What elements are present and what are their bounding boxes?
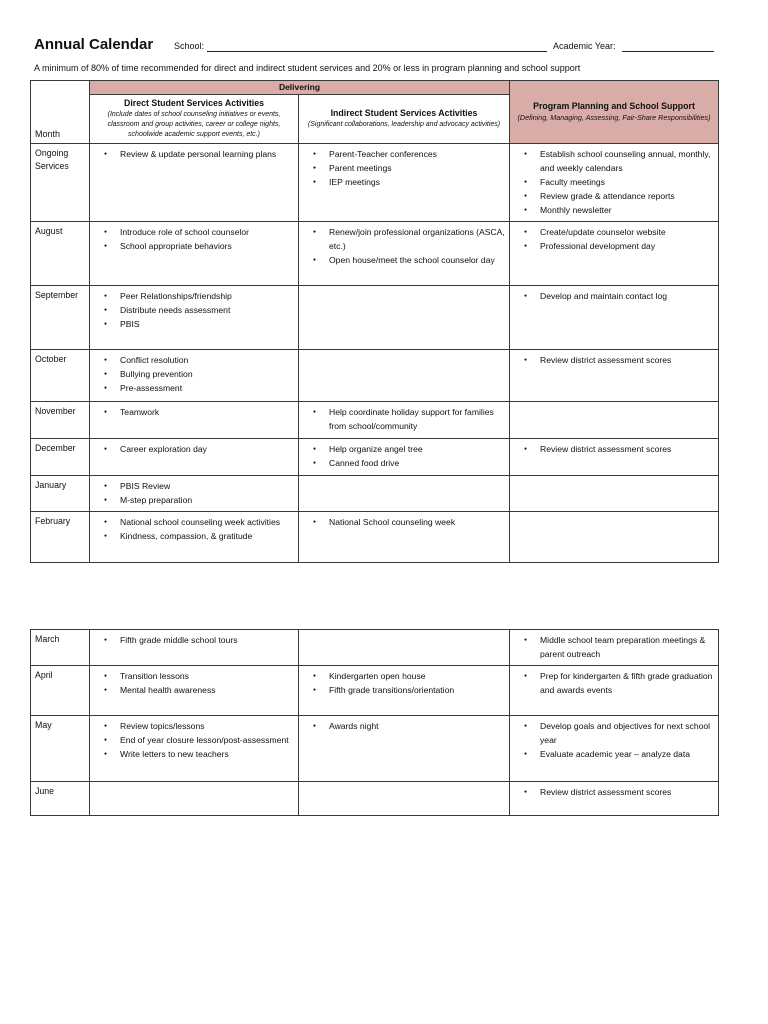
program-activities-cell: [510, 716, 719, 782]
indirect-activities-cell: [299, 512, 510, 563]
direct-activities-cell: [90, 630, 299, 666]
activity-item: ● Create/update counselor website: [514, 225, 714, 239]
activity-item: ● Teamwork: [94, 405, 294, 419]
activity-item: ● Parent meetings: [303, 161, 505, 175]
header: [34, 36, 734, 58]
month-cell: February: [31, 512, 90, 563]
month-cell: September: [31, 286, 90, 350]
activity-item: ● Renew/join professional organizations (ASCA, etc.): [303, 225, 505, 253]
activity-item: ● Peer Relationships/friendship: [94, 289, 294, 303]
direct-activities-cell: [90, 439, 299, 476]
indirect-activities-cell: [299, 782, 510, 816]
activity-item: ● National School counseling week: [303, 515, 505, 529]
activity-item: ● Middle school team preparation meetings & parent outreach: [514, 633, 714, 661]
calendar-table-second-half: [30, 629, 719, 816]
program-activities-cell: [510, 144, 719, 222]
program-activities-cell: [510, 512, 719, 563]
direct-activities-cell: [90, 782, 299, 816]
indirect-activities-cell: [299, 476, 510, 512]
calendar-row: [31, 286, 719, 350]
calendar-body-second-half: [31, 630, 719, 816]
program-column-header: [510, 81, 719, 144]
direct-activities-list: [94, 353, 294, 395]
school-label: School:: [174, 41, 205, 51]
month-cell: October: [31, 350, 90, 402]
direct-activities-list: [94, 289, 294, 331]
direct-activities-list: [94, 669, 294, 697]
activity-item: ● Kindness, compassion, & gratitude: [94, 529, 294, 543]
direct-activities-cell: [90, 716, 299, 782]
activity-item: ● Awards night: [303, 719, 505, 733]
calendar-table-first-half: [30, 80, 719, 563]
direct-activities-list: [94, 225, 294, 253]
indirect-activities-list: [303, 147, 505, 189]
indirect-column-header: [299, 95, 510, 144]
activity-item: ● Canned food drive: [303, 456, 505, 470]
program-activities-list: [514, 442, 714, 456]
activity-item: ● End of year closure lesson/post-assessment: [94, 733, 294, 747]
activity-item: ● Conflict resolution: [94, 353, 294, 367]
month-cell: January: [31, 476, 90, 512]
activity-item: ● Review & update personal learning plans: [94, 147, 294, 161]
activity-item: ● PBIS: [94, 317, 294, 331]
indirect-activities-list: [303, 225, 505, 267]
direct-activities-list: [94, 479, 294, 507]
direct-activities-list: [94, 719, 294, 761]
indirect-activities-cell: [299, 222, 510, 286]
activity-item: ● School appropriate behaviors: [94, 239, 294, 253]
academic-year-label: Academic Year:: [553, 41, 616, 51]
activity-item: ● Evaluate academic year – analyze data: [514, 747, 714, 761]
program-column-title: Program Planning and School Support: [533, 101, 695, 111]
direct-activities-cell: [90, 512, 299, 563]
indirect-activities-cell: [299, 350, 510, 402]
indirect-activities-cell: [299, 286, 510, 350]
activity-item: ● Review topics/lessons: [94, 719, 294, 733]
activity-item: ● Review district assessment scores: [514, 785, 714, 799]
month-cell: November: [31, 402, 90, 439]
program-activities-cell: [510, 286, 719, 350]
month-cell: August: [31, 222, 90, 286]
month-cell: December: [31, 439, 90, 476]
month-cell: June: [31, 782, 90, 816]
calendar-row: [31, 144, 719, 222]
calendar-row: [31, 350, 719, 402]
indirect-activities-cell: [299, 630, 510, 666]
program-activities-list: [514, 719, 714, 761]
activity-item: ● Review grade & attendance reports: [514, 189, 714, 203]
direct-activities-list: [94, 442, 294, 456]
calendar-row: [31, 630, 719, 666]
calendar-row: [31, 666, 719, 716]
indirect-activities-cell: [299, 666, 510, 716]
month-cell: March: [31, 630, 90, 666]
page-title: Annual Calendar: [34, 36, 154, 53]
indirect-activities-cell: [299, 439, 510, 476]
month-cell: April: [31, 666, 90, 716]
program-activities-cell: [510, 439, 719, 476]
delivering-header: Delivering: [90, 81, 510, 95]
calendar-row: [31, 402, 719, 439]
time-allocation-note: A minimum of 80% of time recommended for direct and indirect student services and 20% or less in program planning and school support: [34, 63, 581, 73]
activity-item: ● Write letters to new teachers: [94, 747, 294, 761]
activity-item: ● PBIS Review: [94, 479, 294, 493]
program-activities-cell: [510, 350, 719, 402]
indirect-activities-list: [303, 515, 505, 529]
activity-item: ● Review district assessment scores: [514, 442, 714, 456]
program-activities-list: [514, 353, 714, 367]
activity-item: ● Help coordinate holiday support for families from school/community: [303, 405, 505, 433]
activity-item: ● Professional development day: [514, 239, 714, 253]
delivering-header-row: [31, 81, 719, 95]
calendar-row: [31, 476, 719, 512]
program-activities-cell: [510, 630, 719, 666]
activity-item: ● Establish school counseling annual, monthly, and weekly calendars: [514, 147, 714, 175]
program-activities-cell: [510, 782, 719, 816]
activity-item: ● National school counseling week activities: [94, 515, 294, 529]
direct-column-header: [90, 95, 299, 144]
activity-item: ● Kindergarten open house: [303, 669, 505, 683]
activity-item: ● Distribute needs assessment: [94, 303, 294, 317]
month-cell: May: [31, 716, 90, 782]
activity-item: ● IEP meetings: [303, 175, 505, 189]
activity-item: ● Develop goals and objectives for next school year: [514, 719, 714, 747]
month-column-header: Month: [31, 81, 90, 144]
calendar-row: [31, 716, 719, 782]
program-activities-cell: [510, 402, 719, 439]
activity-item: ● Review district assessment scores: [514, 353, 714, 367]
calendar-body-first-half: [31, 144, 719, 563]
activity-item: ● Faculty meetings: [514, 175, 714, 189]
activity-item: ● Monthly newsletter: [514, 203, 714, 217]
activity-item: ● Open house/meet the school counselor day: [303, 253, 505, 267]
program-activities-cell: [510, 666, 719, 716]
direct-activities-cell: [90, 286, 299, 350]
activity-item: ● Mental health awareness: [94, 683, 294, 697]
program-column-note: (Defining, Managing, Assessing, Fair-Share Responsibilities): [517, 113, 711, 122]
indirect-column-title: Indirect Student Services Activities: [330, 108, 478, 118]
activity-item: ● Fifth grade transitions/orientation: [303, 683, 505, 697]
program-activities-list: [514, 785, 714, 799]
activity-item: ● Help organize angel tree: [303, 442, 505, 456]
direct-activities-list: [94, 405, 294, 419]
indirect-activities-list: [303, 405, 505, 433]
calendar-row: [31, 222, 719, 286]
direct-activities-list: [94, 633, 294, 647]
activity-item: ● M-step preparation: [94, 493, 294, 507]
activity-item: ● Transition lessons: [94, 669, 294, 683]
direct-activities-cell: [90, 222, 299, 286]
program-activities-cell: [510, 222, 719, 286]
program-activities-list: [514, 669, 714, 697]
indirect-activities-list: [303, 669, 505, 697]
program-activities-list: [514, 225, 714, 253]
activity-item: ● Career exploration day: [94, 442, 294, 456]
program-activities-list: [514, 289, 714, 303]
direct-column-title: Direct Student Services Activities: [124, 98, 264, 108]
activity-item: ● Prep for kindergarten & fifth grade graduation and awards events: [514, 669, 714, 697]
indirect-column-note: (Significant collaborations, leadership and advocacy activities): [307, 121, 501, 128]
calendar-row: [31, 439, 719, 476]
month-cell: Ongoing Services: [31, 144, 90, 222]
direct-activities-cell: [90, 666, 299, 716]
calendar-row: [31, 782, 719, 816]
indirect-activities-list: [303, 719, 505, 733]
calendar-row: [31, 512, 719, 563]
activity-item: ● Introduce role of school counselor: [94, 225, 294, 239]
activity-item: ● Develop and maintain contact log: [514, 289, 714, 303]
indirect-activities-cell: [299, 144, 510, 222]
direct-activities-cell: [90, 476, 299, 512]
direct-activities-cell: [90, 350, 299, 402]
activity-item: ● Bullying prevention: [94, 367, 294, 381]
activity-item: ● Pre-assessment: [94, 381, 294, 395]
direct-column-note: (Include dates of school counseling initiatives or events, classroom and group activities, career or college nights, schoolwide academic support events, etc.): [107, 111, 281, 138]
program-activities-list: [514, 147, 714, 217]
activity-item: ● Fifth grade middle school tours: [94, 633, 294, 647]
indirect-activities-list: [303, 442, 505, 470]
direct-activities-cell: [90, 402, 299, 439]
activity-item: ● Parent-Teacher conferences: [303, 147, 505, 161]
indirect-activities-cell: [299, 716, 510, 782]
program-activities-list: [514, 633, 714, 661]
direct-activities-list: [94, 147, 294, 161]
direct-activities-cell: [90, 144, 299, 222]
school-input-line[interactable]: [207, 51, 547, 52]
program-activities-cell: [510, 476, 719, 512]
academic-year-input-line[interactable]: [622, 51, 714, 52]
indirect-activities-cell: [299, 402, 510, 439]
direct-activities-list: [94, 515, 294, 543]
